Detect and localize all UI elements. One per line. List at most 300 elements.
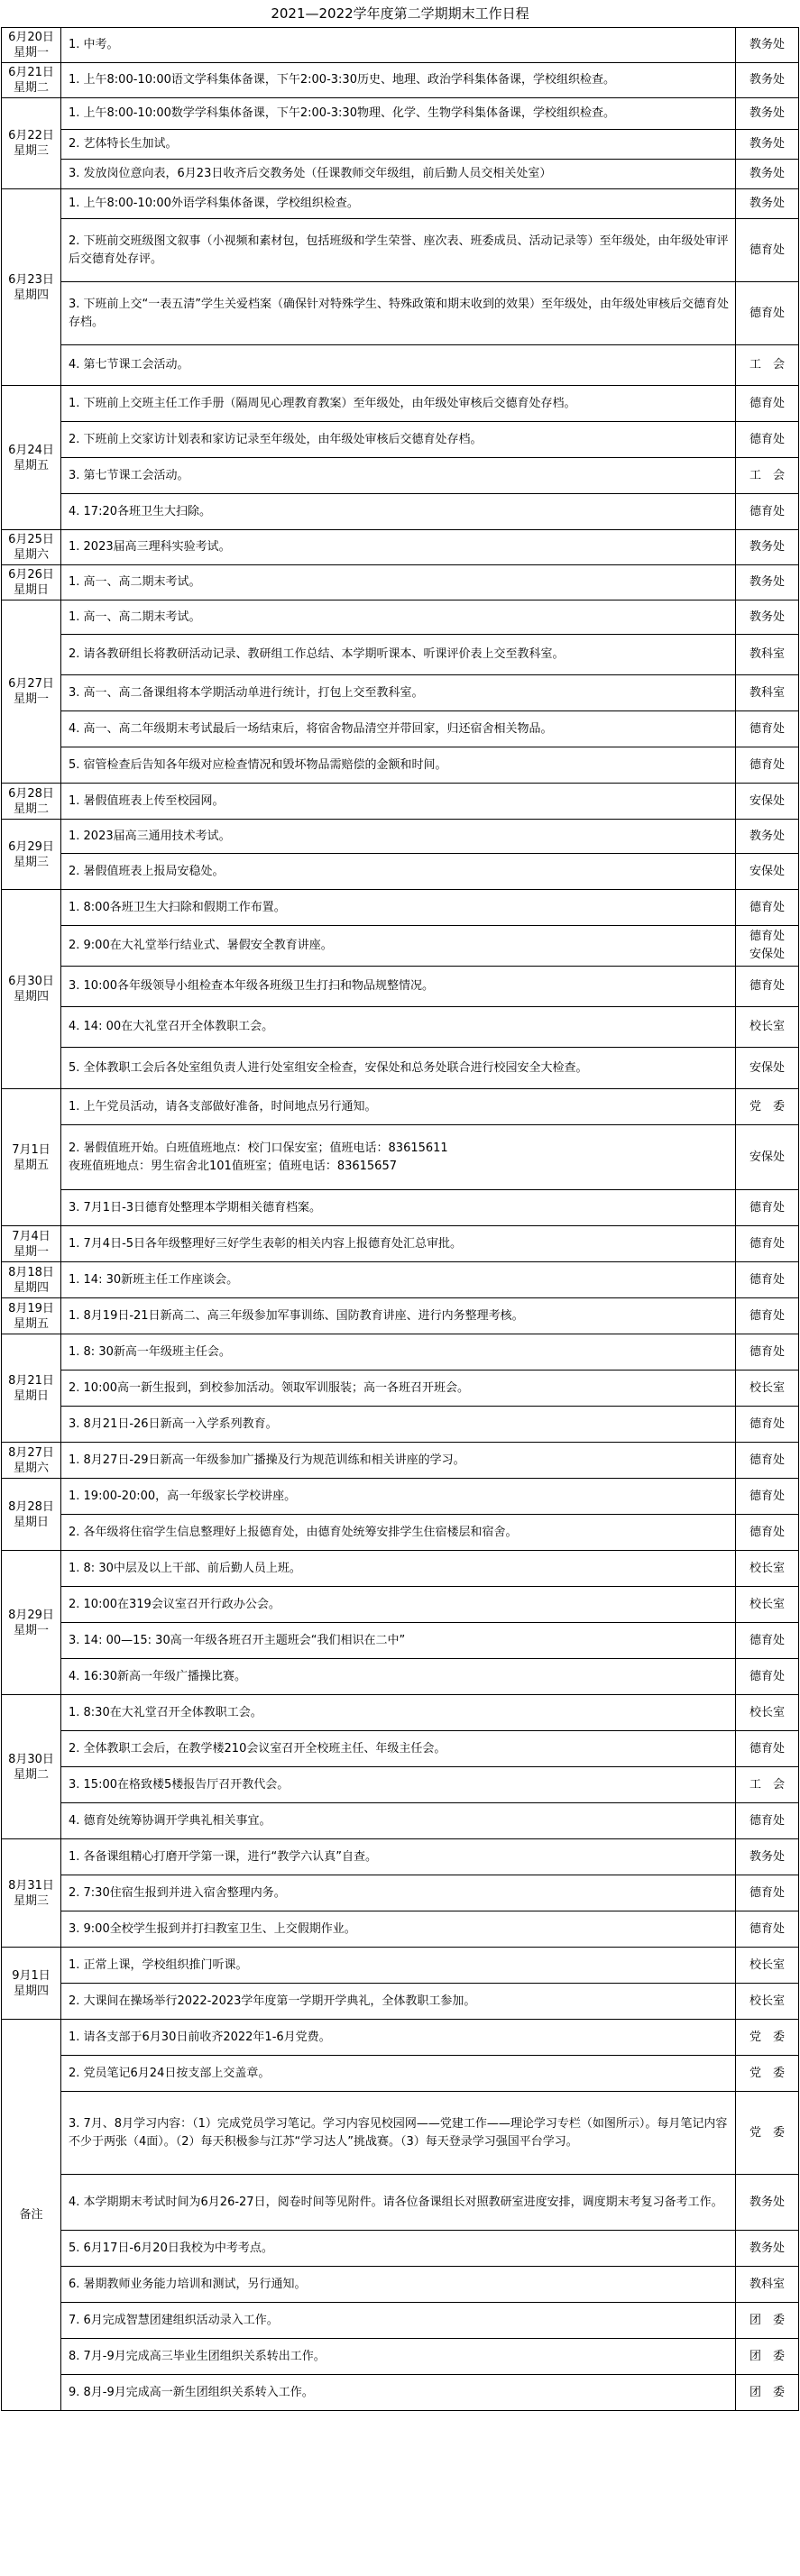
weekday-label: 星期五 <box>13 1158 49 1172</box>
weekday-label: 星期六 <box>13 1461 49 1475</box>
task-item: 1. 8: 30新高一年级班主任会。 <box>61 1334 736 1371</box>
schedule-row <box>2 219 799 282</box>
schedule-row <box>2 282 799 345</box>
task-item: 3. 9:00全校学生报到并打扫教室卫生、上交假期作业。 <box>61 1911 736 1948</box>
task-item: 2. 下班前上交家访计划表和家访记录至年级处，由年级处审核后交德育处存档。 <box>61 422 736 458</box>
department-cell <box>736 1515 799 1551</box>
weekday-label: 星期二 <box>13 81 49 95</box>
task-item: 2. 全体教职工会后，在教学楼210会议室召开全校班主任、年级主任会。 <box>61 1731 736 1767</box>
department-cell <box>736 1875 799 1911</box>
weekday-label: 星期一 <box>13 1244 49 1259</box>
date-cell <box>2 189 61 386</box>
department-cell <box>736 1948 799 1984</box>
task-item: 4. 第七节课工会活动。 <box>61 345 736 386</box>
department-cell <box>736 189 799 219</box>
task-item: 4. 德育处统筹协调开学典礼相关事宜。 <box>61 1803 736 1839</box>
department-label: 教务处 <box>749 106 785 120</box>
department-label: 教科室 <box>749 685 785 700</box>
department-cell <box>736 1659 799 1695</box>
schedule-row <box>2 820 799 854</box>
department-cell <box>736 1479 799 1515</box>
schedule-row <box>2 1262 799 1298</box>
department-cell <box>736 1731 799 1767</box>
department-label: 教务处 <box>749 575 785 589</box>
date-label: 8月29日 <box>8 1608 54 1622</box>
weekday-label: 星期三 <box>13 144 49 158</box>
weekday-label: 星期二 <box>13 1767 49 1782</box>
department-label: 安保处 <box>749 948 785 961</box>
schedule-row <box>2 1334 799 1371</box>
department-cell <box>736 422 799 458</box>
department-cell <box>736 1048 799 1089</box>
department-cell <box>736 1226 799 1262</box>
task-item: 1. 高一、高二期末考试。 <box>61 565 736 600</box>
task-item: 1. 14: 30新班主任工作座谈会。 <box>61 1262 736 1298</box>
task-item: 3. 7月、8月学习内容：（1）完成党员学习笔记。学习内容见校园网——党建工作——理论学习专栏（如图所示）。每月笔记内容不少于两张（4面）。（2）每天积极参与江苏“学习达人”挑战赛。（3）每天登录学习强国平台学习。 <box>61 2092 736 2175</box>
department-cell <box>736 160 799 189</box>
task-item: 1. 上午8:00-10:00语文学科集体备课，下午2:00-3:30历史、地理、政治学科集体备课，学校组织检查。 <box>61 63 736 98</box>
department-label: 教科室 <box>749 2277 785 2291</box>
date-cell <box>2 1551 61 1695</box>
department-cell <box>736 2092 799 2175</box>
date-cell <box>2 1226 61 1262</box>
schedule-row <box>2 854 799 890</box>
weekday-label: 星期四 <box>13 990 49 1004</box>
department-cell <box>736 28 799 63</box>
date-label: 6月28日 <box>8 786 54 801</box>
task-item: 3. 下班前上交“一表五清”学生关爱档案（确保针对特殊学生、特殊政策和期末收到的效果）至年级处，由年级处审核后交德育处存档。 <box>61 282 736 345</box>
date-cell <box>2 1262 61 1298</box>
date-cell <box>2 2020 61 2411</box>
department-cell <box>736 635 799 675</box>
department-cell <box>736 458 799 494</box>
department-label: 校长室 <box>749 1020 785 1033</box>
date-cell <box>2 386 61 530</box>
date-cell <box>2 530 61 565</box>
schedule-row <box>2 1623 799 1659</box>
schedule-row <box>2 2092 799 2175</box>
department-label: 教务处 <box>749 137 785 151</box>
task-item: 3. 10:00各年级领导小组检查本年级各班级卫生打扫和物品规整情况。 <box>61 967 736 1007</box>
department-label: 校长室 <box>749 1597 785 1611</box>
date-label: 备注 <box>19 2208 43 2222</box>
weekday-label: 星期一 <box>13 692 49 706</box>
schedule-row <box>2 1731 799 1767</box>
department-cell <box>736 2056 799 2092</box>
task-item: 2. 艺体特长生加试。 <box>61 130 736 160</box>
department-label: 德育处 <box>749 1344 785 1359</box>
department-cell <box>736 1371 799 1407</box>
schedule-row <box>2 784 799 820</box>
schedule-table <box>1 27 799 2411</box>
department-label: 团 委 <box>749 2349 785 2363</box>
department-label: 德育处 <box>749 721 785 736</box>
department-label: 德育处 <box>749 396 785 410</box>
schedule-row <box>2 2175 799 2231</box>
schedule-row <box>2 386 799 422</box>
date-label: 6月30日 <box>8 975 54 988</box>
schedule-row <box>2 711 799 747</box>
department-cell <box>736 854 799 890</box>
department-cell <box>736 494 799 530</box>
department-label: 工 会 <box>749 1777 785 1792</box>
department-cell <box>736 1190 799 1226</box>
schedule-row <box>2 1407 799 1443</box>
department-label: 德育处 <box>749 1921 785 1936</box>
task-item: 1. 19:00-20:00，高一年级家长学校讲座。 <box>61 1479 736 1515</box>
schedule-row <box>2 1551 799 1587</box>
date-cell <box>2 28 61 63</box>
task-item: 2. 7:30住宿生报到并进入宿舍整理内务。 <box>61 1875 736 1911</box>
department-label: 校长室 <box>749 1994 785 2008</box>
weekday-label: 星期二 <box>13 802 49 816</box>
department-cell <box>736 2303 799 2339</box>
department-label: 工 会 <box>749 358 785 371</box>
date-label: 7月4日 <box>12 1229 51 1243</box>
department-label: 德育处 <box>749 900 785 914</box>
department-label: 党 委 <box>749 2030 785 2044</box>
weekday-label: 星期一 <box>13 1623 49 1637</box>
schedule-row <box>2 1089 799 1125</box>
department-label: 德育处 <box>749 1272 785 1287</box>
weekday-label: 星期五 <box>13 1316 49 1331</box>
date-label: 8月31日 <box>8 1878 54 1893</box>
task-item: 4. 高一、高二年级期末考试最后一场结束后，将宿舍物品清空并带回家，归还宿舍相关物品。 <box>61 711 736 747</box>
date-label: 9月1日 <box>12 1968 51 1983</box>
schedule-row <box>2 1479 799 1515</box>
department-cell <box>736 565 799 600</box>
schedule-row <box>2 1803 799 1839</box>
department-cell <box>736 1262 799 1298</box>
date-label: 6月26日 <box>8 568 54 582</box>
department-label: 教务处 <box>749 829 785 843</box>
schedule-row <box>2 130 799 160</box>
page-title: 2021—2022学年度第二学期期末工作日程 <box>271 5 529 22</box>
department-cell <box>736 711 799 747</box>
task-item: 1. 正常上课，学校组织推门听课。 <box>61 1948 736 1984</box>
task-item: 2. 暑假值班表上报局安稳处。 <box>61 854 736 890</box>
task-item: 2. 10:00高一新生报到，到校参加活动。领取军训服装；高一各班召开班会。 <box>61 1371 736 1407</box>
department-cell <box>736 967 799 1007</box>
schedule-row <box>2 160 799 189</box>
department-label: 党 委 <box>749 2125 785 2140</box>
department-cell <box>736 2231 799 2267</box>
department-cell <box>736 784 799 820</box>
department-label: 教务处 <box>749 1849 785 1864</box>
weekday-label: 星期三 <box>13 1893 49 1908</box>
task-item <box>61 1125 736 1190</box>
task-item: 1. 请各支部于6月30日前收齐2022年1-6月党费。 <box>61 2020 736 2056</box>
weekday-label: 星期一 <box>13 46 49 60</box>
department-label: 工 会 <box>749 468 785 482</box>
department-label: 安保处 <box>749 1060 785 1075</box>
schedule-row <box>2 967 799 1007</box>
department-label: 安保处 <box>749 793 785 808</box>
task-item: 3. 第七节课工会活动。 <box>61 458 736 494</box>
department-cell <box>736 386 799 422</box>
schedule-row <box>2 189 799 219</box>
schedule-row <box>2 422 799 458</box>
task-item: 1. 8:30在大礼堂召开全体教职工会。 <box>61 1695 736 1731</box>
schedule-row <box>2 98 799 130</box>
department-label: 党 委 <box>749 2066 785 2080</box>
department-label: 教务处 <box>749 2195 785 2209</box>
weekday-label: 星期五 <box>13 458 49 472</box>
date-cell <box>2 820 61 890</box>
schedule-row <box>2 2231 799 2267</box>
task-item: 3. 高一、高二备课组将本学期活动单进行统计，打包上交至教科室。 <box>61 675 736 711</box>
schedule-row <box>2 1695 799 1731</box>
date-cell <box>2 1479 61 1551</box>
schedule-row <box>2 530 799 565</box>
schedule-row <box>2 1948 799 1984</box>
task-item: 1. 2023届高三理科实验考试。 <box>61 530 736 565</box>
task-item: 8. 7月-9月完成高三毕业生团组织关系转出工作。 <box>61 2339 736 2375</box>
department-cell <box>736 1334 799 1371</box>
schedule-row <box>2 1515 799 1551</box>
schedule-body <box>2 28 799 2411</box>
weekday-label: 星期六 <box>13 548 49 562</box>
task-item: 1. 上午8:00-10:00外语学科集体备课，学校组织检查。 <box>61 189 736 219</box>
task-item: 1. 8: 30中层及以上干部、前后勤人员上班。 <box>61 1551 736 1587</box>
department-label: 团 委 <box>749 2385 785 2399</box>
date-label: 8月30日 <box>8 1752 54 1766</box>
department-cell <box>736 1125 799 1190</box>
department-cell <box>736 2375 799 2411</box>
task-item: 3. 发放岗位意向表，6月23日收齐后交教务处（任课教师交年级组，前后勤人员交相关处室） <box>61 160 736 189</box>
task-item: 3. 7月1日-3日德育处整理本学期相关德育档案。 <box>61 1190 736 1226</box>
task-item: 6. 暑期教师业务能力培训和测试，另行通知。 <box>61 2267 736 2303</box>
date-label: 8月21日 <box>8 1373 54 1388</box>
department-label: 德育处 <box>749 979 785 993</box>
date-label: 6月25日 <box>8 533 54 546</box>
department-label: 德育处 <box>749 1525 785 1539</box>
department-cell <box>736 530 799 565</box>
schedule-row <box>2 2303 799 2339</box>
task-item: 2. 9:00在大礼堂举行结业式、暑假安全教育讲座。 <box>61 926 736 967</box>
department-cell <box>736 2175 799 2231</box>
task-item: 3. 15:00在格致楼5楼报告厅召开教代会。 <box>61 1767 736 1803</box>
schedule-row <box>2 635 799 675</box>
schedule-row <box>2 600 799 635</box>
department-cell <box>736 1298 799 1334</box>
task-item: 2. 10:00在319会议室召开行政办公会。 <box>61 1587 736 1623</box>
department-label: 德育处 <box>749 1669 785 1683</box>
department-cell <box>736 1443 799 1479</box>
task-item: 2. 下班前交班级图文叙事（小视频和素材包，包括班级和学生荣誉、座次表、班委成员、活动记录等）至年级处，由年级处审评后交德育处存评。 <box>61 219 736 282</box>
department-cell <box>736 1007 799 1048</box>
date-label: 8月19日 <box>8 1301 54 1316</box>
schedule-row <box>2 28 799 63</box>
task-item: 4. 16:30新高一年级广播操比赛。 <box>61 1659 736 1695</box>
schedule-row <box>2 565 799 600</box>
task-item: 4. 17:20各班卫生大扫除。 <box>61 494 736 530</box>
task-item: 1. 8月19日-21日新高二、高三年级参加军事训练、国防教育讲座、进行内务整理考核。 <box>61 1298 736 1334</box>
task-item: 5. 6月17日-6月20日我校为中考考点。 <box>61 2231 736 2267</box>
task-item: 2. 各年级将住宿学生信息整理好上报德育处，由德育处统筹安排学生住宿楼层和宿舍。 <box>61 1515 736 1551</box>
weekday-label: 星期四 <box>13 1984 49 1998</box>
department-cell <box>736 2339 799 2375</box>
department-label: 德育处 <box>749 1633 785 1647</box>
department-cell <box>736 1911 799 1948</box>
schedule-row <box>2 2339 799 2375</box>
department-label: 教务处 <box>749 197 785 210</box>
department-cell <box>736 1551 799 1587</box>
department-cell <box>736 1839 799 1875</box>
department-label: 德育处 <box>749 1741 785 1756</box>
department-label: 德育处 <box>749 1200 785 1215</box>
department-cell <box>736 1089 799 1125</box>
department-label: 教务处 <box>749 167 785 180</box>
task-item: 2. 请各教研组长将教研活动记录、教研组工作总结、本学期听课本、听课评价表上交至教科室。 <box>61 635 736 675</box>
task-item: 3. 14: 00—15: 30高一年级各班召开主题班会“我们相识在二中” <box>61 1623 736 1659</box>
department-label: 党 委 <box>749 1099 785 1114</box>
department-label: 校长室 <box>749 1561 785 1575</box>
department-label: 教务处 <box>749 38 785 51</box>
schedule-row <box>2 1007 799 1048</box>
department-label: 德育处 <box>749 1489 785 1503</box>
schedule-row <box>2 2375 799 2411</box>
task-item: 3. 8月21日-26日新高一入学系列教育。 <box>61 1407 736 1443</box>
weekday-label: 星期四 <box>13 288 49 302</box>
date-label: 6月24日 <box>8 443 54 457</box>
department-cell <box>736 98 799 130</box>
date-cell <box>2 1695 61 1839</box>
department-label: 德育处 <box>749 243 785 257</box>
department-label: 教务处 <box>749 610 785 624</box>
task-item: 1. 各备课组精心打磨开学第一课，进行“教学六认真”自查。 <box>61 1839 736 1875</box>
department-label: 德育处 <box>749 306 785 320</box>
schedule-row <box>2 1298 799 1334</box>
department-cell <box>736 675 799 711</box>
schedule-row <box>2 1443 799 1479</box>
task-item: 1. 8:00各班卫生大扫除和假期工作布置。 <box>61 890 736 926</box>
schedule-row <box>2 2056 799 2092</box>
schedule-row <box>2 1875 799 1911</box>
task-text-line: 2. 暑假值班开始。白班值班地点：校门口保安室；值班电话：83615611 <box>69 1141 448 1155</box>
department-label: 教务处 <box>749 540 785 554</box>
schedule-row <box>2 2267 799 2303</box>
date-cell <box>2 600 61 784</box>
date-cell <box>2 784 61 820</box>
date-label: 8月28日 <box>8 1499 54 1514</box>
weekday-label: 星期三 <box>13 855 49 869</box>
date-cell <box>2 63 61 98</box>
date-cell <box>2 1089 61 1226</box>
date-label: 6月20日 <box>8 31 54 44</box>
department-label: 德育处 <box>749 757 785 772</box>
task-item: 2. 党员笔记6月24日按支部上交盖章。 <box>61 2056 736 2092</box>
schedule-row <box>2 63 799 98</box>
date-label: 6月23日 <box>8 272 54 287</box>
department-label: 德育处 <box>749 1813 785 1828</box>
department-label: 德育处 <box>749 930 785 943</box>
date-label: 8月18日 <box>8 1265 54 1279</box>
task-item: 1. 上午8:00-10:00数学学科集体备课，下午2:00-3:30物理、化学、生物学科集体备课，学校组织检查。 <box>61 98 736 130</box>
department-label: 校长室 <box>749 1705 785 1719</box>
department-label: 德育处 <box>749 432 785 446</box>
schedule-row <box>2 1767 799 1803</box>
department-label: 教务处 <box>749 73 785 87</box>
date-label: 7月1日 <box>12 1142 51 1157</box>
task-item: 4. 14: 00在大礼堂召开全体教职工会。 <box>61 1007 736 1048</box>
weekday-label: 星期四 <box>13 1280 49 1295</box>
task-item: 9. 8月-9月完成高一新生团组织关系转入工作。 <box>61 2375 736 2411</box>
task-item: 1. 高一、高二期末考试。 <box>61 600 736 635</box>
schedule-row <box>2 1190 799 1226</box>
schedule-row <box>2 890 799 926</box>
department-label: 德育处 <box>749 1885 785 1900</box>
department-cell <box>736 2020 799 2056</box>
task-item: 1. 下班前上交班主任工作手册（隔周见心理教育教案）至年级处，由年级处审核后交德育处存档。 <box>61 386 736 422</box>
department-label: 教务处 <box>749 2241 785 2255</box>
date-cell <box>2 565 61 600</box>
department-cell <box>736 926 799 967</box>
date-label: 6月22日 <box>8 129 54 142</box>
department-cell <box>736 345 799 386</box>
department-label: 安保处 <box>749 1150 785 1164</box>
department-cell <box>736 747 799 784</box>
task-item: 2. 大课间在操场举行2022-2023学年度第一学期开学典礼，全体教职工参加。 <box>61 1984 736 2020</box>
department-label: 校长室 <box>749 1957 785 1972</box>
date-cell <box>2 1298 61 1334</box>
schedule-row <box>2 675 799 711</box>
department-label: 德育处 <box>749 1308 785 1323</box>
schedule-row <box>2 1371 799 1407</box>
department-label: 德育处 <box>749 504 785 518</box>
department-label: 校长室 <box>749 1380 785 1395</box>
schedule-row <box>2 1984 799 2020</box>
weekday-label: 星期日 <box>13 583 49 597</box>
department-cell <box>736 1984 799 2020</box>
department-cell <box>736 1407 799 1443</box>
schedule-row <box>2 1911 799 1948</box>
weekday-label: 星期日 <box>13 1515 49 1529</box>
weekday-label: 星期日 <box>13 1389 49 1403</box>
schedule-row <box>2 926 799 967</box>
date-cell <box>2 1948 61 2020</box>
schedule-row <box>2 494 799 530</box>
schedule-row <box>2 458 799 494</box>
date-cell <box>2 1443 61 1479</box>
task-item: 7. 6月完成智慧团建组织活动录入工作。 <box>61 2303 736 2339</box>
task-item: 1. 中考。 <box>61 28 736 63</box>
task-item: 5. 全体教职工会后各处室组负责人进行处室组安全检查，安保处和总务处联合进行校园安全大检查。 <box>61 1048 736 1089</box>
department-cell <box>736 63 799 98</box>
department-label: 德育处 <box>749 1453 785 1467</box>
date-label: 8月27日 <box>8 1445 54 1460</box>
task-item: 1. 8月27日-29日新高一年级参加广播操及行为规范训练和相关讲座的学习。 <box>61 1443 736 1479</box>
department-label: 团 委 <box>749 2313 785 2327</box>
date-cell <box>2 1334 61 1443</box>
schedule-row <box>2 1659 799 1695</box>
department-cell <box>736 2267 799 2303</box>
schedule-row <box>2 2020 799 2056</box>
department-cell <box>736 130 799 160</box>
department-label: 安保处 <box>749 864 785 878</box>
date-label: 6月29日 <box>8 839 54 854</box>
department-cell <box>736 282 799 345</box>
task-item: 1. 上午党员活动，请各支部做好准备，时间地点另行通知。 <box>61 1089 736 1125</box>
schedule-row <box>2 747 799 784</box>
department-label: 德育处 <box>749 1416 785 1431</box>
department-cell <box>736 1695 799 1731</box>
schedule-row <box>2 345 799 386</box>
date-cell <box>2 890 61 1089</box>
date-cell <box>2 98 61 189</box>
task-item: 5. 宿管检查后告知各年级对应检查情况和毁坏物品需赔偿的金额和时间。 <box>61 747 736 784</box>
task-item: 1. 7月4日-5日各年级整理好三好学生表彰的相关内容上报德育处汇总审批。 <box>61 1226 736 1262</box>
